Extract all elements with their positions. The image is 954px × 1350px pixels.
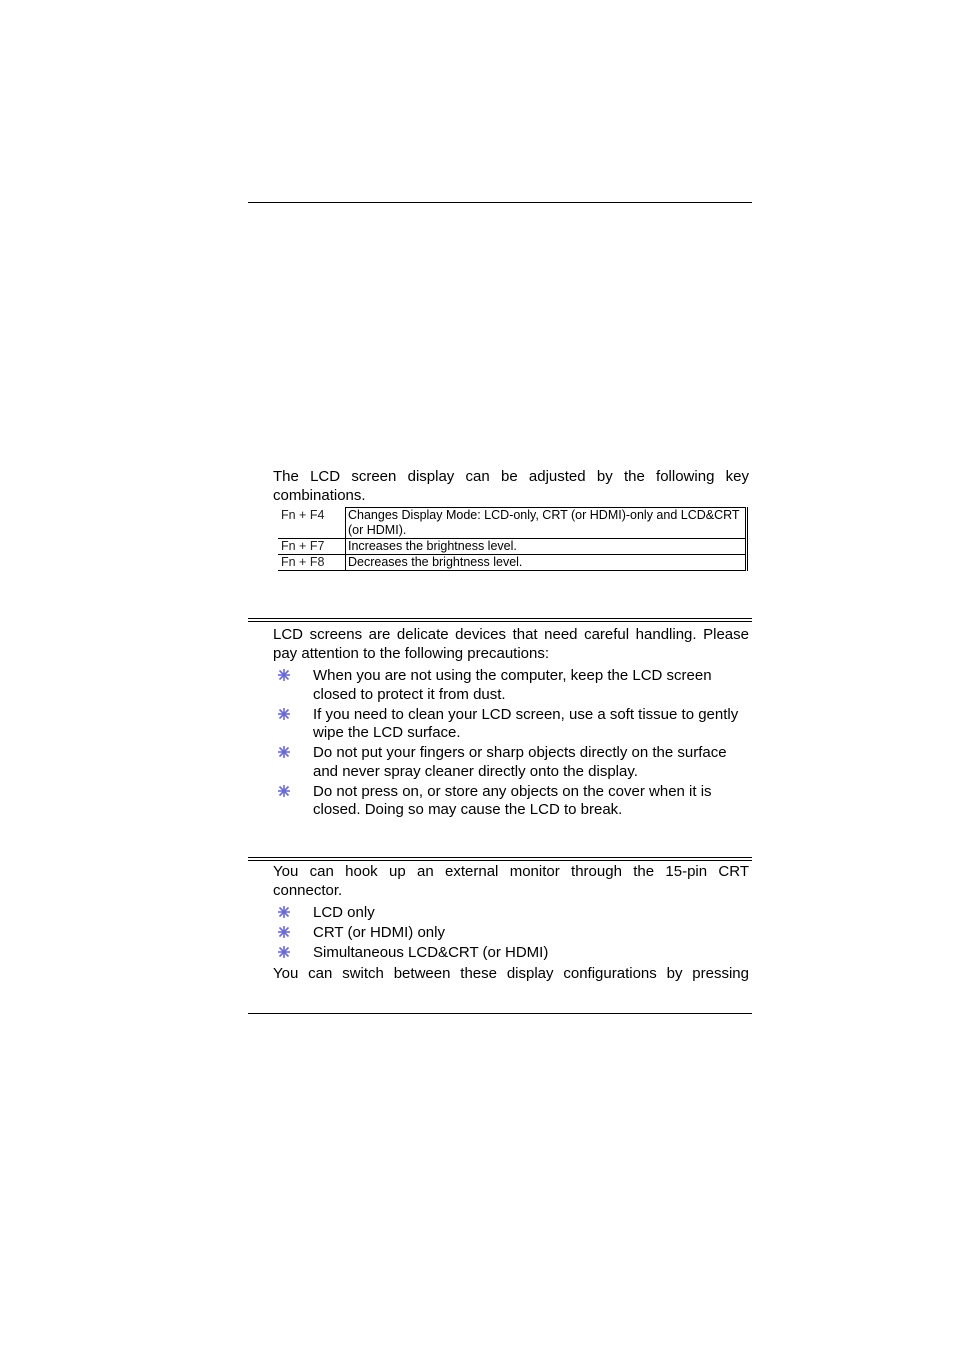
list-item — [273, 924, 749, 943]
list-item-text: LCD only — [313, 904, 375, 921]
asterisk-bullet-icon — [277, 925, 291, 939]
list-item-text: Simultaneous LCD&CRT (or HDMI) — [313, 944, 549, 961]
section-rule-external-monitor — [248, 857, 752, 861]
list-item — [273, 944, 749, 963]
list-item — [273, 667, 749, 704]
display-controls-intro-text: The LCD screen display can be adjusted by the following key combinations. — [273, 468, 749, 504]
table-key-cell: Fn + F8 — [278, 555, 346, 571]
list-item-text: When you are not using the computer, keep the LCD screen closed to protect it from dust. — [313, 667, 712, 703]
asterisk-bullet-icon — [277, 707, 291, 721]
list-item-text: If you need to clean your LCD screen, use a soft tissue to gently wipe the LCD surface. — [313, 705, 739, 741]
list-item — [273, 783, 749, 820]
table-description-cell: Decreases the brightness level. — [346, 555, 747, 571]
external-monitor-intro — [273, 863, 749, 900]
lcd-care-intro — [273, 626, 749, 663]
asterisk-bullet-icon — [277, 905, 291, 919]
list-item — [273, 744, 749, 781]
table-row — [278, 508, 747, 539]
asterisk-bullet-icon — [277, 745, 291, 759]
key-combination-table — [278, 507, 748, 571]
asterisk-bullet-icon — [277, 784, 291, 798]
list-item-text: Do not press on, or store any objects on the cover when it is closed. Doing so may cause the LCD to break. — [313, 782, 712, 818]
header-rule — [248, 202, 752, 203]
table-key-cell: Fn + F4 — [278, 508, 346, 539]
list-item-text: Do not put your fingers or sharp objects directly on the surface and never spray cleaner directly onto the display. — [313, 744, 727, 780]
table-description-cell: Changes Display Mode: LCD-only, CRT (or HDMI)-only and LCD&CRT (or HDMI). — [346, 508, 747, 539]
display-controls-intro — [273, 468, 749, 505]
table-key-cell: Fn + F7 — [278, 539, 346, 555]
table-row — [278, 555, 747, 571]
table-description-cell: Increases the brightness level. — [346, 539, 747, 555]
table-row — [278, 539, 747, 555]
list-item — [273, 706, 749, 743]
asterisk-bullet-icon — [277, 668, 291, 682]
list-item — [273, 904, 749, 923]
display-config-list — [273, 904, 749, 964]
lcd-care-intro-text: LCD screens are delicate devices that need careful handling. Please pay attention to the following precautions: — [273, 626, 749, 662]
lcd-care-list — [273, 667, 749, 821]
footer-rule — [248, 1013, 752, 1014]
external-monitor-intro-text: You can hook up an external monitor through the 15-pin CRT connector. — [273, 863, 749, 899]
asterisk-bullet-icon — [277, 945, 291, 959]
section-rule-lcd-care — [248, 618, 752, 622]
external-monitor-trailing — [273, 965, 749, 984]
external-monitor-trailing-text: You can switch between these display configurations by pressing — [273, 965, 749, 982]
list-item-text: CRT (or HDMI) only — [313, 924, 445, 941]
